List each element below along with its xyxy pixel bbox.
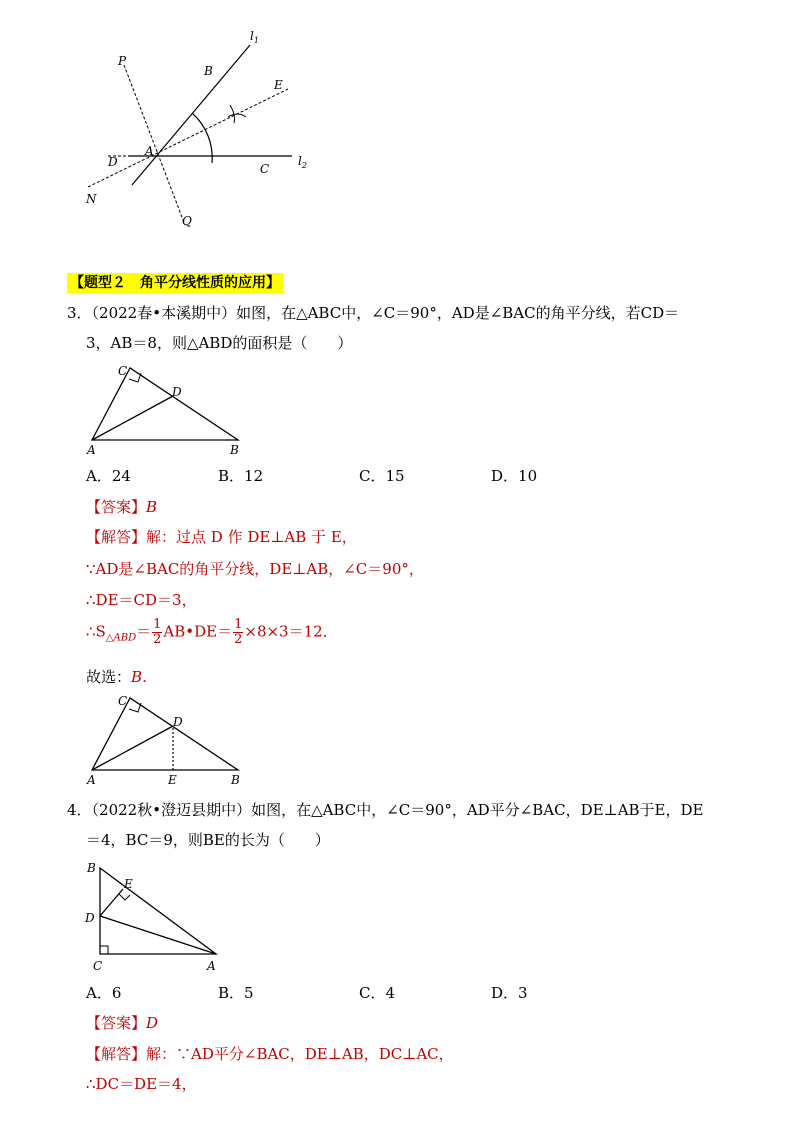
q3-answer-label: 【答案】 — [86, 498, 147, 516]
fraction-half-2: $\frac{1}{2}$ — [234, 617, 243, 647]
q3-figure — [80, 360, 255, 460]
q4-label-C: C — [93, 959, 103, 973]
label-Q: Q — [182, 214, 192, 228]
q4-stem-line2: ＝4，BC＝9，则BE的长为（ ） — [86, 831, 330, 849]
q3-answer — [86, 497, 157, 517]
label-l2: $l_2$ — [298, 154, 307, 170]
q4-label-B: B — [87, 861, 96, 875]
label-B: B — [204, 64, 213, 78]
q3-stem-line2: 3，AB＝8，则△ABD的面积是（ ） — [86, 334, 353, 352]
perpendicular-line — [124, 65, 185, 225]
q3-answer-value: B — [146, 498, 158, 516]
q3-option-d: D．10 — [491, 467, 538, 485]
q3-solution-figure — [80, 690, 255, 790]
q3-label-A: A — [87, 443, 96, 457]
q3s-label-E: E — [168, 773, 177, 787]
label-l1: $l_1$ — [250, 29, 259, 45]
q3s-label-D: D — [173, 715, 183, 729]
q4-label-E: E — [124, 877, 133, 891]
q4-solution-line2: ∴DC＝DE＝4， — [86, 1075, 197, 1093]
construction-figure — [80, 25, 320, 235]
q3-label-C: C — [118, 364, 128, 378]
q3-solution-line4: $\therefore S_{\triangle ABD}=$ $\frac{1}{2}$ AB•DE＝ $\frac{1}{2}$ ×8×3＝12． — [86, 617, 338, 647]
q4-label-D: D — [85, 911, 95, 925]
q3s-label-C: C — [118, 694, 128, 708]
q3-solution-line2: ∵AD是∠BAC的角平分线，DE⊥AB，∠C＝90°， — [86, 560, 424, 578]
q3s-label-B: B — [231, 773, 240, 787]
q4-option-d: D．3 — [491, 984, 528, 1002]
q3-label-D: D — [172, 385, 182, 399]
fraction-half: $\frac{1}{2}$ — [153, 617, 162, 647]
q3-stem-line1: 3．（2022春•本溪期中）如图，在△ABC中，∠C＝90°，AD是∠BAC的角平分线，若CD＝ — [67, 304, 680, 322]
q4-answer: 【答案】D — [86, 1014, 159, 1032]
q3-solution-line1: 【解答】解：过点 D 作 DE⊥AB 于 E， — [86, 528, 357, 546]
section-heading: 【题型２ 角平分线性质的应用】 — [67, 273, 283, 293]
q4-figure — [82, 858, 227, 976]
q4-solution-line1: 【解答】解：∵AD平分∠BAC，DE⊥AB，DC⊥AC， — [86, 1045, 454, 1063]
label-E: E — [274, 78, 283, 92]
q4-option-b: B．5 — [218, 984, 254, 1002]
q3-solution-line3: ∴DE＝CD＝3， — [86, 591, 197, 609]
q4-option-a: A．6 — [86, 984, 122, 1002]
q3-label-B: B — [230, 443, 239, 457]
q4-label-A: A — [207, 959, 216, 973]
bisector-line — [88, 89, 288, 187]
cross-mark — [228, 105, 246, 123]
q3s-label-A: A — [87, 773, 96, 787]
q3-conclusion: 故选：B． — [86, 668, 158, 686]
label-N: N — [86, 192, 97, 206]
label-A: A — [145, 144, 154, 158]
label-C: C — [260, 162, 270, 176]
q3-option-a: A．24 — [86, 467, 131, 485]
q4-option-c: C．4 — [359, 984, 396, 1002]
q4-stem-line1: 4．（2022秋•澄迈县期中）如图，在△ABC中，∠C＝90°，AD平分∠BAC，DE⊥AB于E，DE — [67, 801, 704, 819]
label-D: D — [108, 155, 118, 169]
q3-option-b: B．12 — [218, 467, 264, 485]
label-P: P — [118, 54, 127, 68]
q3-option-c: C．15 — [359, 467, 405, 485]
